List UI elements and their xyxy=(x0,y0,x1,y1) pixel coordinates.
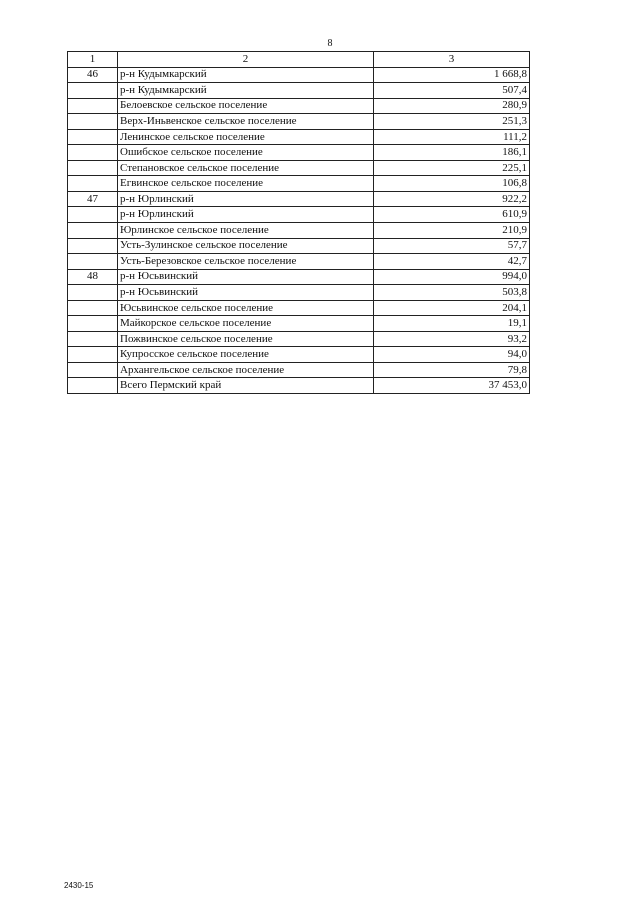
row-value-cell: 204,1 xyxy=(374,300,530,316)
row-value-cell: 42,7 xyxy=(374,254,530,270)
row-name-cell: р-н Юсьвинский xyxy=(118,285,374,301)
row-value-cell: 280,9 xyxy=(374,98,530,114)
row-value-cell: 19,1 xyxy=(374,316,530,332)
table-row xyxy=(68,176,530,192)
row-number-cell xyxy=(68,285,118,301)
row-number-cell xyxy=(68,176,118,192)
row-name-cell: Всего Пермский край xyxy=(118,378,374,394)
row-value-cell: 106,8 xyxy=(374,176,530,192)
row-name-cell: Юрлинское сельское поселение xyxy=(118,223,374,239)
row-value-cell: 210,9 xyxy=(374,223,530,239)
row-name-cell: Степановское сельское поселение xyxy=(118,160,374,176)
row-name-cell: р-н Юсьвинский xyxy=(118,269,374,285)
row-value-cell: 1 668,8 xyxy=(374,67,530,83)
row-name-cell: Майкорское сельское поселение xyxy=(118,316,374,332)
row-number-cell xyxy=(68,347,118,363)
row-number-cell xyxy=(68,83,118,99)
row-number-cell xyxy=(68,254,118,270)
row-number-cell xyxy=(68,160,118,176)
row-number-cell: 46 xyxy=(68,67,118,83)
row-number-cell xyxy=(68,145,118,161)
row-name-cell: Усть-Зулинское сельское поселение xyxy=(118,238,374,254)
table-row xyxy=(68,238,530,254)
row-value-cell: 111,2 xyxy=(374,129,530,145)
row-name-cell: Ошибское сельское поселение xyxy=(118,145,374,161)
data-table xyxy=(67,51,530,394)
row-value-cell: 186,1 xyxy=(374,145,530,161)
table-row xyxy=(68,83,530,99)
row-value-cell: 79,8 xyxy=(374,362,530,378)
header-col-2: 2 xyxy=(118,52,374,68)
row-name-cell: Егвинское сельское поселение xyxy=(118,176,374,192)
row-name-cell: р-н Юрлинский xyxy=(118,191,374,207)
row-value-cell: 93,2 xyxy=(374,331,530,347)
row-value-cell: 922,2 xyxy=(374,191,530,207)
row-value-cell: 94,0 xyxy=(374,347,530,363)
table-row xyxy=(68,269,530,285)
table-body xyxy=(68,52,530,394)
row-value-cell: 610,9 xyxy=(374,207,530,223)
table-row xyxy=(68,145,530,161)
row-value-cell: 251,3 xyxy=(374,114,530,130)
page-number: 8 xyxy=(327,38,333,49)
row-name-cell: Усть-Березовское сельское поселение xyxy=(118,254,374,270)
row-number-cell xyxy=(68,378,118,394)
row-number-cell xyxy=(68,238,118,254)
table-row xyxy=(68,98,530,114)
table-row xyxy=(68,316,530,332)
table-row xyxy=(68,191,530,207)
table-row xyxy=(68,378,530,394)
table-row xyxy=(68,285,530,301)
row-name-cell: Верх-Иньвенское сельское поселение xyxy=(118,114,374,130)
row-value-cell: 37 453,0 xyxy=(374,378,530,394)
row-number-cell xyxy=(68,300,118,316)
table-row xyxy=(68,160,530,176)
table-row xyxy=(68,300,530,316)
row-name-cell: р-н Кудымкарский xyxy=(118,83,374,99)
row-name-cell: Архангельское сельское поселение xyxy=(118,362,374,378)
row-value-cell: 507,4 xyxy=(374,83,530,99)
header-col-3: 3 xyxy=(374,52,530,68)
row-number-cell xyxy=(68,316,118,332)
row-name-cell: р-н Юрлинский xyxy=(118,207,374,223)
table-row xyxy=(68,347,530,363)
table-row xyxy=(68,223,530,239)
row-number-cell xyxy=(68,331,118,347)
row-number-cell: 48 xyxy=(68,269,118,285)
row-number-cell xyxy=(68,223,118,239)
row-name-cell: Купросское сельское поселение xyxy=(118,347,374,363)
table-header-row xyxy=(68,52,530,68)
table-row xyxy=(68,207,530,223)
row-number-cell xyxy=(68,362,118,378)
row-number-cell xyxy=(68,207,118,223)
row-value-cell: 503,8 xyxy=(374,285,530,301)
document-code: 2430-15 xyxy=(64,881,94,890)
row-name-cell: Ленинское сельское поселение xyxy=(118,129,374,145)
row-value-cell: 994,0 xyxy=(374,269,530,285)
table-row xyxy=(68,67,530,83)
row-name-cell: Белоевское сельское поселение xyxy=(118,98,374,114)
table-row xyxy=(68,129,530,145)
row-name-cell: Юсьвинское сельское поселение xyxy=(118,300,374,316)
row-number-cell xyxy=(68,129,118,145)
row-number-cell xyxy=(68,114,118,130)
row-name-cell: Пожвинское сельское поселение xyxy=(118,331,374,347)
table-row xyxy=(68,331,530,347)
row-number-cell: 47 xyxy=(68,191,118,207)
table-row xyxy=(68,362,530,378)
row-number-cell xyxy=(68,98,118,114)
table-row xyxy=(68,114,530,130)
table-row xyxy=(68,254,530,270)
row-value-cell: 57,7 xyxy=(374,238,530,254)
row-value-cell: 225,1 xyxy=(374,160,530,176)
header-col-1: 1 xyxy=(68,52,118,68)
row-name-cell: р-н Кудымкарский xyxy=(118,67,374,83)
